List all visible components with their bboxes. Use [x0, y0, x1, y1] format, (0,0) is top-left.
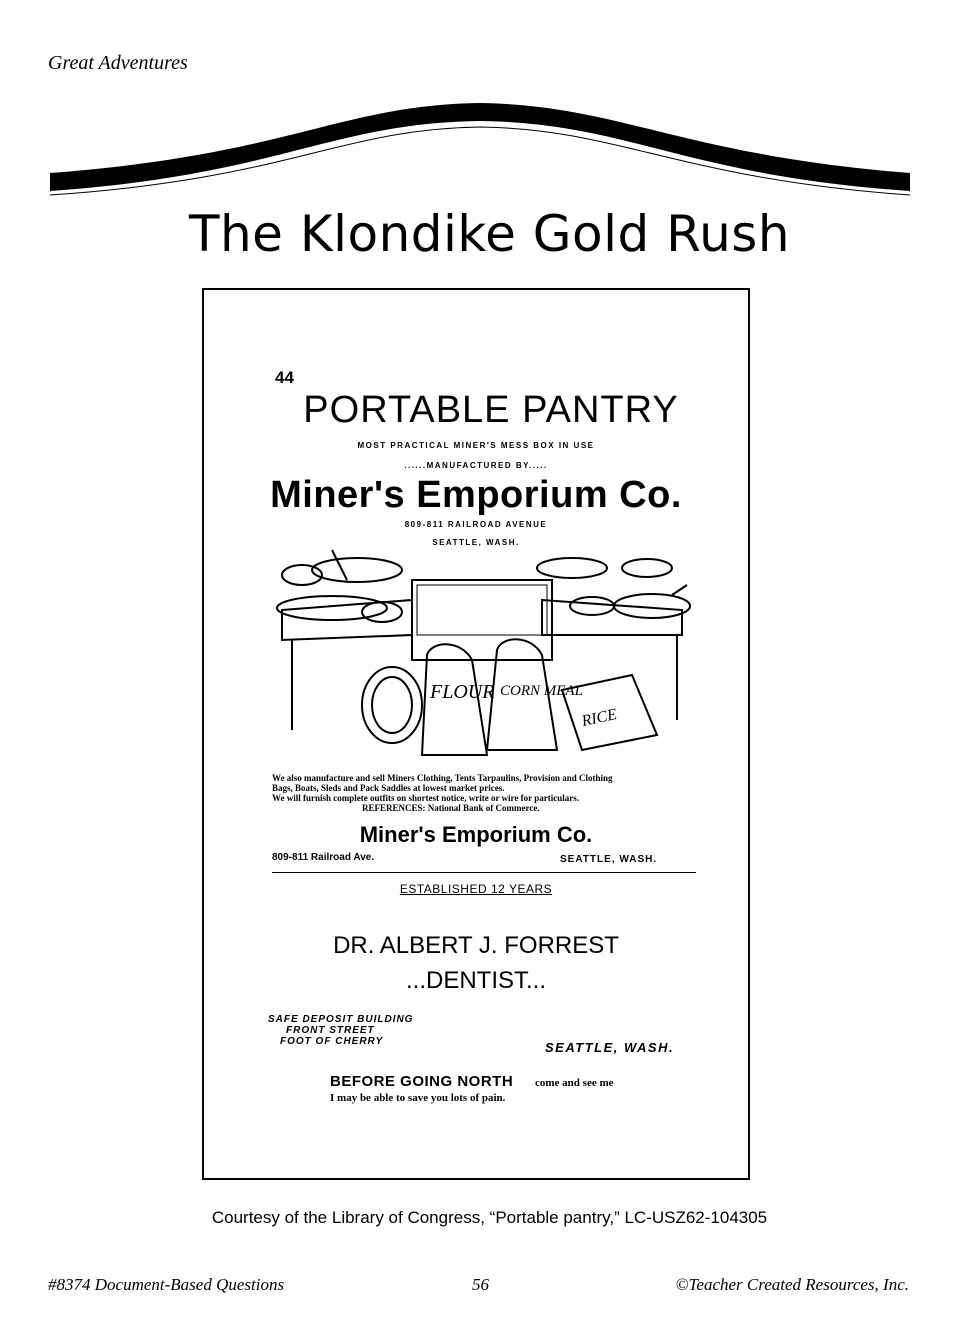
dentist-name: DR. ALBERT J. FORREST: [333, 932, 619, 959]
series-title: Great Adventures: [48, 52, 188, 74]
slogan-bold: BEFORE GOING NORTH: [330, 1073, 514, 1090]
dentist-building: [268, 1014, 413, 1047]
divider: [272, 872, 696, 873]
body-line: We will furnish complete outfits on shortest notice, write or wire for particulars.: [272, 793, 579, 803]
title-banner-swoosh: [40, 95, 920, 215]
building-line: SAFE DEPOSIT BUILDING: [268, 1014, 414, 1025]
manufactured-by: ......MANUFACTURED BY.....: [404, 461, 548, 470]
ad-headline: PORTABLE PANTRY: [303, 389, 679, 431]
pantry-illustration: [262, 540, 702, 768]
building-line: FOOT OF CHERRY: [280, 1036, 384, 1047]
body-line: We also manufacture and sell Miners Clothing, Tents Tarpaulins, Provision and Clothing: [272, 773, 613, 783]
ad-number: 44: [275, 368, 294, 387]
ad-tagline: MOST PRACTICAL MINER'S MESS BOX IN USE: [357, 441, 595, 450]
company-address-short: 809-811 Railroad Ave.: [272, 852, 375, 863]
slogan-rest: come and see me: [535, 1077, 614, 1089]
image-caption: Courtesy of the Library of Congress, “Portable pantry,” LC-USZ62-104305: [211, 1208, 768, 1227]
ad-body-text: [272, 773, 712, 813]
building-line: FRONT STREET: [286, 1025, 375, 1036]
company-city-short: SEATTLE, WASH.: [560, 854, 658, 865]
page-title: The Klondike Gold Rush: [188, 205, 791, 263]
company-name: Miner's Emporium Co.: [270, 474, 682, 516]
company-name-repeat: Miner's Emporium Co.: [359, 822, 593, 847]
body-line: REFERENCES: National Bank of Commerce.: [362, 803, 540, 813]
slogan-line-2: I may be able to save you lots of pain.: [330, 1092, 506, 1104]
company-city: SEATTLE, WASH.: [432, 538, 520, 547]
body-line: Bags, Boats, Sleds and Pack Saddles at lowest market prices.: [272, 783, 505, 793]
sack-label-cornmeal: CORN MEAL: [500, 683, 583, 699]
dentist-profession: ...DENTIST...: [405, 967, 546, 994]
dentist-city: SEATTLE, WASH.: [545, 1040, 675, 1055]
footer-page-number: 56: [472, 1275, 489, 1294]
company-address: 809-811 RAILROAD AVENUE: [404, 520, 548, 529]
sack-label-rice: RICE: [580, 706, 619, 731]
footer-copyright: ©Teacher Created Resources, Inc.: [675, 1275, 909, 1294]
sack-label-flour: FLOUR: [430, 681, 495, 703]
established-text: ESTABLISHED 12 YEARS: [399, 882, 553, 896]
footer-book-title: #8374 Document-Based Questions: [48, 1275, 285, 1294]
